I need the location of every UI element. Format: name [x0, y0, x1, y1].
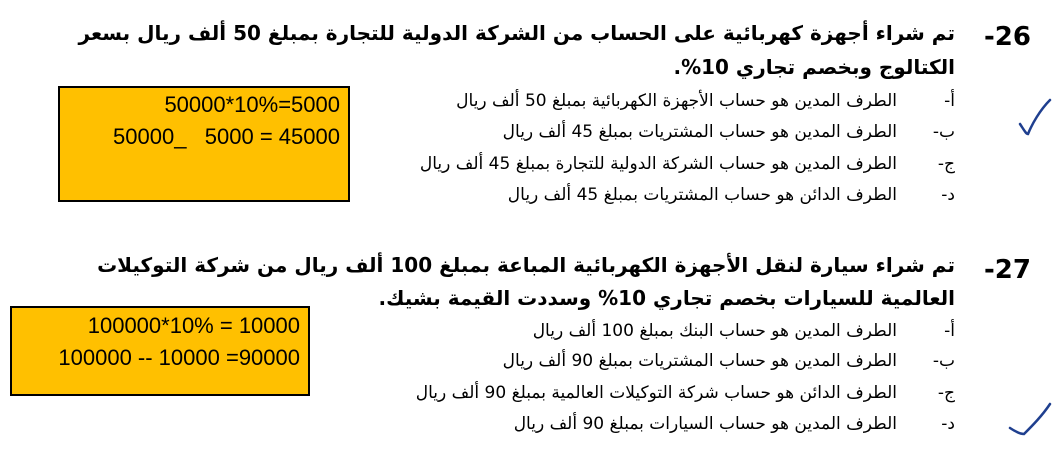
option-text: الطرف المدين هو حساب المشتريات بمبلغ 45 ألف ريال: [502, 122, 897, 142]
option-b: [295, 346, 955, 376]
check-mark-icon: [1018, 98, 1052, 138]
option-text: الطرف المدين هو حساب البنك بمبلغ 100 ألف ريال: [532, 321, 897, 341]
option-text: الطرف المدين هو حساب الأجهزة الكهربائية بمبلغ 50 ألف ريال: [456, 91, 897, 111]
question-text-line-2: العالمية للسيارات بخصم تجاري 10% وسددت القيمة بشيك.: [378, 286, 955, 310]
option-c: [295, 378, 955, 408]
option-b: [295, 117, 955, 147]
note-line-2: 100000 -- 10000 =90000: [58, 345, 300, 370]
option-d: [295, 409, 955, 439]
note-line-1: 100000*10% = 10000: [87, 313, 300, 338]
option-c: [295, 149, 955, 179]
option-text: الطرف الدائن هو حساب المشتريات بمبلغ 45 ألف ريال: [507, 185, 897, 205]
question-number: -27: [984, 255, 1031, 285]
check-mark-icon: [1008, 400, 1052, 440]
option-letter: ج-: [937, 383, 955, 403]
option-letter: د-: [941, 414, 955, 434]
option-text: الطرف المدين هو حساب السيارات بمبلغ 90 ألف ريال: [513, 414, 897, 434]
question-number: -26: [984, 22, 1031, 52]
option-text: الطرف المدين هو حساب المشتريات بمبلغ 90 ألف ريال: [502, 351, 897, 371]
option-text: الطرف الدائن هو حساب شركة التوكيلات العالمية بمبلغ 90 ألف ريال: [415, 383, 897, 403]
note-line-2: 50000_ 5000 = 45000: [113, 124, 340, 149]
option-letter: د-: [941, 185, 955, 205]
option-d: [295, 180, 955, 210]
option-letter: أ-: [944, 91, 955, 111]
question-text-line-1: تم شراء سيارة لنقل الأجهزة الكهربائية المباعة بمبلغ 100 ألف ريال من شركة التوكيلات: [97, 253, 955, 277]
option-letter: أ-: [944, 321, 955, 341]
option-letter: ب-: [932, 122, 955, 142]
calculation-note: [10, 306, 310, 396]
option-a: [295, 86, 955, 116]
option-letter: ج-: [937, 154, 955, 174]
question-text-line-1: تم شراء أجهزة كهربائية على الحساب من الشركة الدولية للتجارة بمبلغ 50 ألف ريال بسعر: [78, 21, 955, 45]
calculation-note: [58, 86, 350, 202]
question-text-line-2: الكتالوج وبخصم تجاري 10%.: [673, 55, 955, 79]
note-line-1: 50000*10%=5000: [164, 92, 340, 117]
option-a: [295, 316, 955, 346]
option-text: الطرف المدين هو حساب الشركة الدولية للتجارة بمبلغ 45 ألف ريال: [419, 154, 897, 174]
option-letter: ب-: [932, 351, 955, 371]
